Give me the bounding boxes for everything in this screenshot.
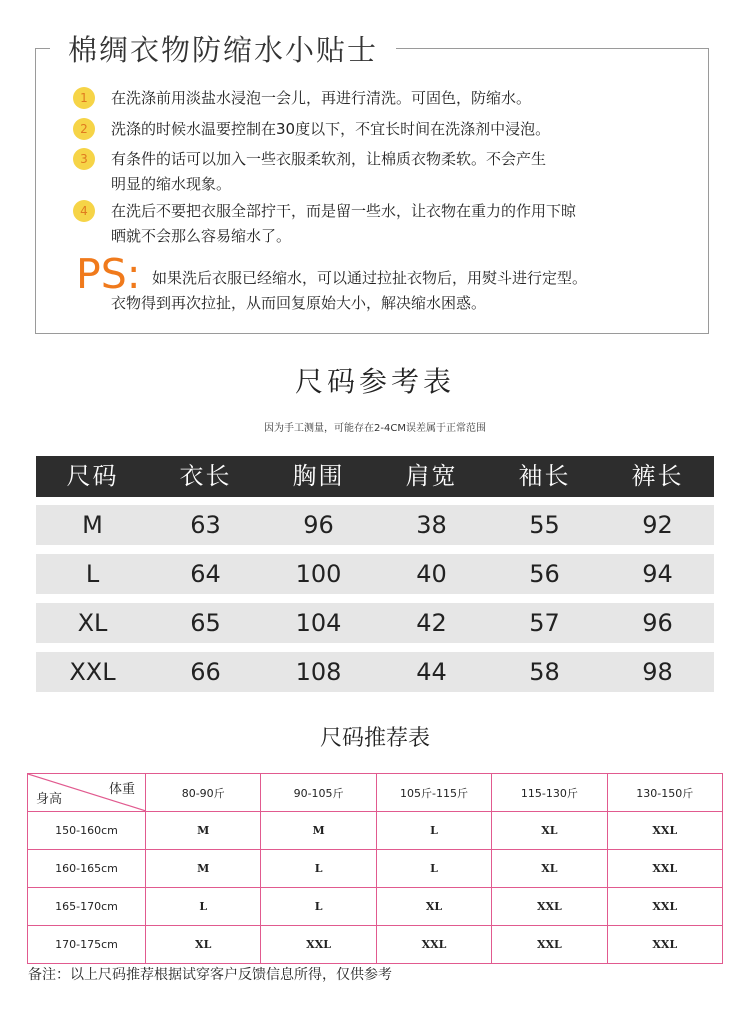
tip-number-badge: 4 <box>73 200 95 222</box>
size-chart-table <box>36 456 714 701</box>
table-cell: 100 <box>295 560 342 588</box>
recommend-note: 备注：以上尺码推荐根据试穿客户反馈信息所得，仅供参考 <box>28 967 392 983</box>
header-cell: 肩宽 <box>405 462 458 490</box>
height-cell: 165-170cm <box>28 888 146 926</box>
size-cell: XXL <box>492 888 607 926</box>
tip-text: 明显的缩水现象。 <box>111 175 232 193</box>
table-cell: 94 <box>642 560 673 588</box>
size-cell: XL <box>492 850 607 888</box>
ps-text: 如果洗后衣服已经缩水，可以通过拉扯衣物后，用熨斗进行定型。 <box>152 269 588 287</box>
size-cell: XXL <box>376 926 491 964</box>
weight-header-cell: 105斤-115斤 <box>376 774 491 812</box>
table-cell: 38 <box>416 511 447 539</box>
recommend-table-title: 尺码推荐表 <box>319 726 430 751</box>
table-cell: 108 <box>295 658 342 686</box>
tip-text: 洗涤的时候水温要控制在30度以下，不宜长时间在洗涤剂中浸泡。 <box>111 120 551 138</box>
tip-text: 在洗后不要把衣服全部拧干，而是留一些水，让衣物在重力的作用下晾 <box>111 202 577 220</box>
ps-label: PS: <box>76 250 141 298</box>
table-cell: 96 <box>642 609 673 637</box>
height-cell: 160-165cm <box>28 850 146 888</box>
table-cell: 64 <box>190 560 221 588</box>
size-cell: M <box>261 812 376 850</box>
table-row <box>28 812 723 850</box>
size-chart-note: 因为手工测量，可能存在2-4CM误差属于正常范围 <box>264 423 486 434</box>
size-cell: XL <box>492 812 607 850</box>
recommend-table <box>27 773 723 964</box>
weight-header-cell: 90-105斤 <box>261 774 376 812</box>
height-cell: 170-175cm <box>28 926 146 964</box>
size-cell: XXL <box>492 926 607 964</box>
size-cell: M <box>146 850 261 888</box>
size-cell: XL <box>376 888 491 926</box>
table-cell: XL <box>77 609 108 637</box>
tip-number-badge: 2 <box>73 118 95 140</box>
table-cell: 58 <box>529 658 560 686</box>
size-chart-header-row <box>36 456 714 497</box>
tip-text: 晒就不会那么容易缩水了。 <box>111 227 292 245</box>
table-cell: 104 <box>295 609 342 637</box>
table-cell: 57 <box>529 609 560 637</box>
weight-header-cell: 80-90斤 <box>146 774 261 812</box>
table-cell: 42 <box>416 609 447 637</box>
table-row <box>28 850 723 888</box>
tip-text: 有条件的话可以加入一些衣服柔软剂，让棉质衣物柔软。不会产生 <box>111 150 547 168</box>
ps-text: 衣物得到再次拉扯，从而回复原始大小，解决缩水困惑。 <box>111 294 487 312</box>
size-chart-title: 尺码参考表 <box>294 365 455 398</box>
size-cell: M <box>146 812 261 850</box>
size-cell: L <box>261 850 376 888</box>
table-row <box>36 603 714 643</box>
header-cell: 胸围 <box>292 462 345 490</box>
table-cell: 98 <box>642 658 673 686</box>
header-cell: 尺码 <box>66 462 119 490</box>
table-row <box>36 505 714 545</box>
table-cell: L <box>85 560 100 588</box>
tip-number-badge: 1 <box>73 87 95 109</box>
height-axis-label: 身高 <box>36 792 63 807</box>
size-cell: XXL <box>261 926 376 964</box>
tips-title: 棉绸衣物防缩水小贴士 <box>50 30 396 70</box>
weight-header-cell: 115-130斤 <box>492 774 607 812</box>
table-cell: 63 <box>190 511 221 539</box>
table-cell: 96 <box>303 511 334 539</box>
size-cell: XXL <box>607 812 722 850</box>
header-cell: 袖长 <box>518 462 571 490</box>
table-cell: XXL <box>69 658 116 686</box>
header-cell: 衣长 <box>179 462 232 490</box>
recommend-header-row <box>28 774 723 812</box>
weight-header-cell: 130-150斤 <box>607 774 722 812</box>
size-cell: L <box>146 888 261 926</box>
weight-axis-label: 体重 <box>108 782 135 797</box>
header-cell: 裤长 <box>631 462 684 490</box>
table-cell: 44 <box>416 658 447 686</box>
table-cell: 66 <box>190 658 221 686</box>
table-cell: 65 <box>190 609 221 637</box>
table-cell: M <box>82 511 103 539</box>
size-cell: XXL <box>607 850 722 888</box>
tip-text: 在洗涤前用淡盐水浸泡一会儿，再进行清洗。可固色，防缩水。 <box>111 89 532 107</box>
table-row <box>28 926 723 964</box>
size-cell: L <box>261 888 376 926</box>
table-cell: 92 <box>642 511 673 539</box>
table-cell: 40 <box>416 560 447 588</box>
table-row <box>28 888 723 926</box>
size-cell: XXL <box>607 888 722 926</box>
tip-number-badge: 3 <box>73 148 95 170</box>
table-cell: 55 <box>529 511 560 539</box>
table-row <box>36 652 714 692</box>
size-cell: L <box>376 812 491 850</box>
table-row <box>36 554 714 594</box>
table-cell: 56 <box>529 560 560 588</box>
size-cell: XXL <box>607 926 722 964</box>
height-cell: 150-160cm <box>28 812 146 850</box>
size-cell: L <box>376 850 491 888</box>
size-cell: XL <box>146 926 261 964</box>
corner-cell <box>28 774 146 812</box>
